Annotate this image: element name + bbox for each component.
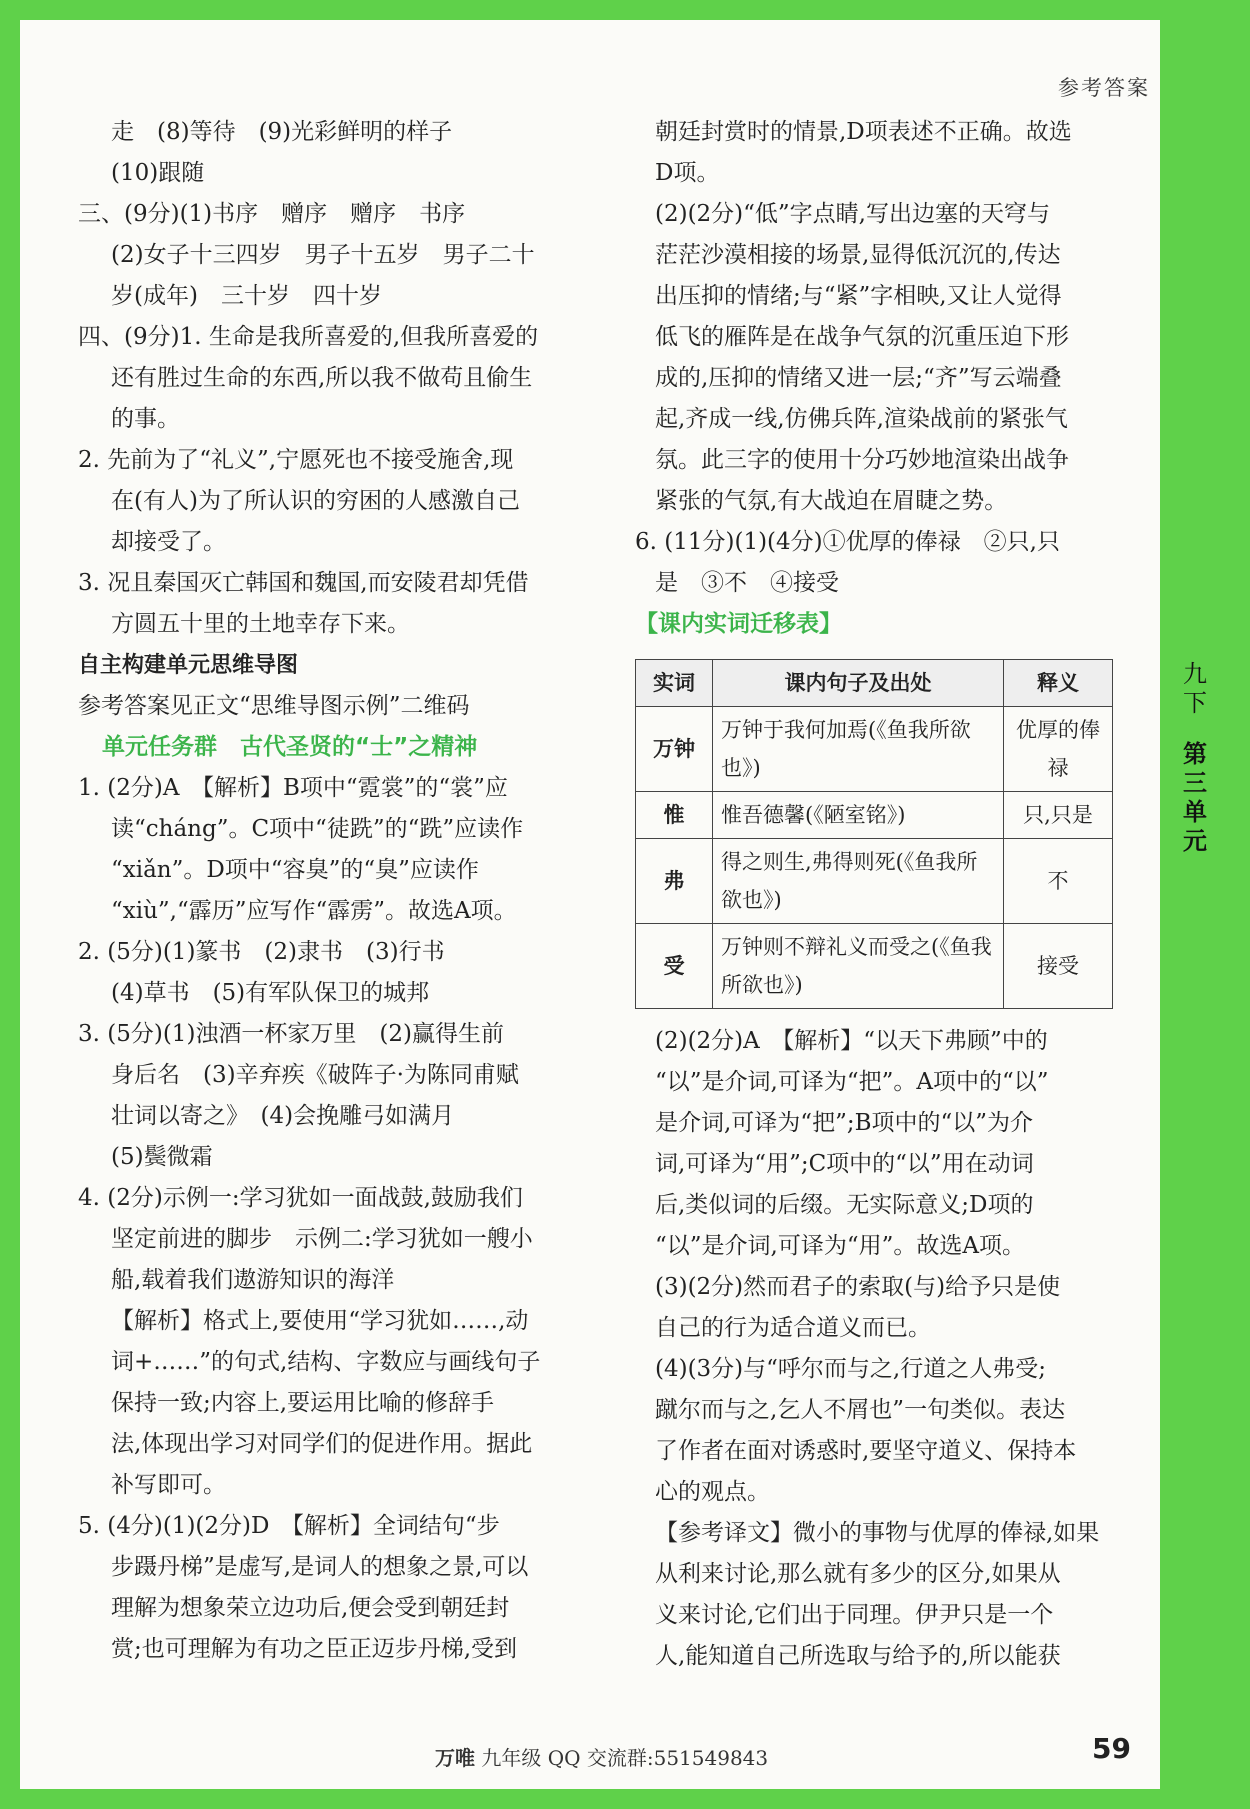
footer-text: 九年级 QQ 交流群:551549843 (481, 1746, 769, 1770)
table-row (636, 924, 1113, 1009)
answer-line: 2. (5分)(1)篆书 (2)隶书 (3)行书 (78, 939, 445, 965)
vocab-header-word: 实词 (636, 660, 713, 707)
answer-line: 出压抑的情绪;与“紧”字相映,又让人觉得 (655, 283, 1062, 309)
answer-line: 了作者在面对诱惑时,要坚守道义、保持本 (655, 1438, 1077, 1464)
answer-line: 5. (4分)(1)(2分)D 【解析】全词结句“步 (78, 1513, 500, 1539)
answer-line: 义来讨论,它们出于同理。伊尹只是一个 (655, 1602, 1054, 1628)
table-row (636, 839, 1113, 924)
answer-line: (2)(2分)“低”字点睛,写出边塞的天穹与 (655, 201, 1050, 227)
vocab-word: 万钟 (636, 707, 713, 792)
vocab-header-meaning: 释义 (1004, 660, 1113, 707)
answer-line: 蹴尔而与之,乞人不屑也”一句类似。表达 (655, 1397, 1066, 1423)
answer-line: (2)(2分)A 【解析】“以天下弗顾”中的 (655, 1028, 1048, 1054)
answer-page (20, 20, 1230, 1789)
vocab-word: 受 (636, 924, 713, 1009)
grade-label: 九下 (1183, 660, 1207, 717)
vocab-word: 惟 (636, 792, 713, 839)
answer-line: 2. 先前为了“礼义”,宁愿死也不接受施舍,现 (78, 447, 514, 473)
right-column-bottom (635, 1021, 1175, 1677)
answer-line: 6. (11分)(1)(4分)①优厚的俸禄 ②只,只 (635, 529, 1060, 555)
vocab-sentence: 万钟则不辩礼义而受之(《鱼我所欲也》) (713, 924, 1004, 1009)
answer-line: 参考答案见正文“思维导图示例”二维码 (78, 693, 470, 719)
answer-line: 成的,压抑的情绪又进一层;“齐”写云端叠 (655, 365, 1062, 391)
answer-line: 从利来讨论,那么就有多少的区分,如果从 (655, 1561, 1061, 1587)
answer-line: 还有胜过生命的东西,所以我不做苟且偷生 (111, 365, 533, 391)
answer-line: 词+……”的句式,结构、字数应与画线句子 (111, 1349, 541, 1375)
answer-line: (2)女子十三四岁 男子十五岁 男子二十 (111, 242, 535, 268)
vocab-meaning: 接受 (1004, 924, 1113, 1009)
left-column (78, 112, 614, 1670)
answer-line: 词,可译为“用”;C项中的“以”用在动词 (655, 1151, 1034, 1177)
unit-side-label (1174, 660, 1216, 856)
answer-line: 心的观点。 (655, 1479, 770, 1505)
answer-line: (10)跟随 (111, 160, 205, 186)
answer-line: 3. (5分)(1)浊酒一杯家万里 (2)赢得生前 (78, 1021, 504, 1047)
answer-line: “xiǎn”。D项中“容臭”的“臭”应读作 (111, 857, 479, 883)
answer-line: 身后名 (3)辛弃疾《破阵子·为陈同甫赋 (111, 1062, 519, 1088)
answer-line: 读“cháng”。C项中“徒跣”的“跣”应读作 (111, 816, 524, 842)
answer-line: 【课内实词迁移表】 (635, 611, 842, 637)
answer-line: 赏;也可理解为有功之臣正迈步丹梯,受到 (111, 1636, 518, 1662)
answer-line: “以”是介词,可译为“用”。故选A项。 (655, 1233, 1025, 1259)
answer-line: 4. (2分)示例一:学习犹如一面战鼓,鼓励我们 (78, 1185, 523, 1211)
answer-line: (3)(2分)然而君子的索取(与)给予只是使 (655, 1274, 1061, 1300)
answer-line: 走 (8)等待 (9)光彩鲜明的样子 (111, 119, 453, 145)
answer-line: 自己的行为适合道义而已。 (655, 1315, 931, 1341)
answer-line: 起,齐成一线,仿佛兵阵,渲染战前的紧张气 (655, 406, 1068, 432)
vocab-meaning: 优厚的俸禄 (1004, 707, 1113, 792)
answer-line: 人,能知道自己所选取与给予的,所以能获 (655, 1643, 1061, 1669)
right-column-top (635, 112, 1175, 645)
answer-line: (4)草书 (5)有军队保卫的城邦 (111, 980, 430, 1006)
answer-line: “以”是介词,可译为“把”。A项中的“以” (655, 1069, 1049, 1095)
answer-line: 理解为想象荣立边功后,便会受到朝廷封 (111, 1595, 510, 1621)
answer-line: D项。 (655, 160, 720, 186)
vocab-meaning: 只,只是 (1004, 792, 1113, 839)
answer-line: 3. 况且秦国灭亡韩国和魏国,而安陵君却凭借 (78, 570, 529, 596)
vocab-header-sentence: 课内句子及出处 (713, 660, 1004, 707)
answer-line: 是介词,可译为“把”;B项中的“以”为介 (655, 1110, 1033, 1136)
answer-line: 法,体现出学习对同学们的促进作用。据此 (111, 1431, 533, 1457)
footer (435, 1742, 768, 1771)
answer-line: 却接受了。 (111, 529, 226, 555)
answer-line: “xiù”,“霹历”应写作“霹雳”。故选A项。 (111, 898, 517, 924)
answer-line: 紧张的气氛,有大战迫在眉睫之势。 (655, 488, 1008, 514)
answer-line: 【解析】格式上,要使用“学习犹如……,动 (111, 1308, 529, 1334)
answer-line: 三、(9分)(1)书序 赠序 赠序 书序 (78, 201, 466, 227)
task-group-heading: 单元任务群 古代圣贤的“士”之精神 (102, 734, 478, 760)
answer-line: 壮词以寄之》 (4)会挽雕弓如满月 (111, 1103, 455, 1129)
answer-line: 方圆五十里的土地幸存下来。 (111, 611, 410, 637)
unit-label: 第三单元 (1183, 740, 1207, 855)
answer-line: 1. (2分)A 【解析】B项中“霓裳”的“裳”应 (78, 775, 508, 801)
vocab-table-header (636, 660, 1113, 707)
brand-logo: 万唯 (435, 1746, 475, 1770)
right-column (635, 112, 1175, 1677)
vocab-sentence: 惟吾德馨(《陋室铭》) (713, 792, 1004, 839)
answer-line: 船,载着我们遨游知识的海洋 (111, 1267, 395, 1293)
answer-line: 步蹑丹梯”是虚写,是词人的想象之景,可以 (111, 1554, 529, 1580)
answer-line: 坚定前进的脚步 示例二:学习犹如一艘小 (111, 1226, 533, 1252)
vocab-word: 弗 (636, 839, 713, 924)
answer-line: 的事。 (111, 406, 180, 432)
section-heading: 自主构建单元思维导图 (78, 653, 299, 678)
answer-line: 【参考译文】微小的事物与优厚的俸禄,如果 (655, 1520, 1100, 1546)
vocab-sentence: 万钟于我何加焉(《鱼我所欲也》) (713, 707, 1004, 792)
page-number: 59 (1092, 1732, 1131, 1765)
header-label: 参考答案 (1058, 76, 1150, 100)
answer-line: 朝廷封赏时的情景,D项表述不正确。故选 (655, 119, 1072, 145)
answer-line: 保持一致;内容上,要运用比喻的修辞手 (111, 1390, 495, 1416)
vocab-meaning: 不 (1004, 839, 1113, 924)
answer-line: 后,类似词的后缀。无实际意义;D项的 (655, 1192, 1034, 1218)
vocab-sentence: 得之则生,弗得则死(《鱼我所欲也》) (713, 839, 1004, 924)
answer-line: (5)鬓微霜 (111, 1144, 213, 1170)
answer-line: 岁(成年) 三十岁 四十岁 (111, 283, 382, 309)
answer-line: (4)(3分)与“呼尔而与之,行道之人弗受; (655, 1356, 1046, 1382)
vocab-table (635, 659, 1113, 1009)
answer-line: 在(有人)为了所认识的穷困的人感激自己 (111, 488, 520, 514)
answer-line: 是 ③不 ④接受 (655, 570, 839, 596)
table-row (636, 707, 1113, 792)
answer-line: 茫茫沙漠相接的场景,显得低沉沉的,传达 (655, 242, 1061, 268)
answer-line: 氛。此三字的使用十分巧妙地渲染出战争 (655, 447, 1069, 473)
answer-line: 补写即可。 (111, 1472, 226, 1498)
answer-line: 四、(9分)1. 生命是我所喜爱的,但我所喜爱的 (78, 324, 539, 350)
answer-line: 低飞的雁阵是在战争气氛的沉重压迫下形 (655, 324, 1069, 350)
table-row (636, 792, 1113, 839)
